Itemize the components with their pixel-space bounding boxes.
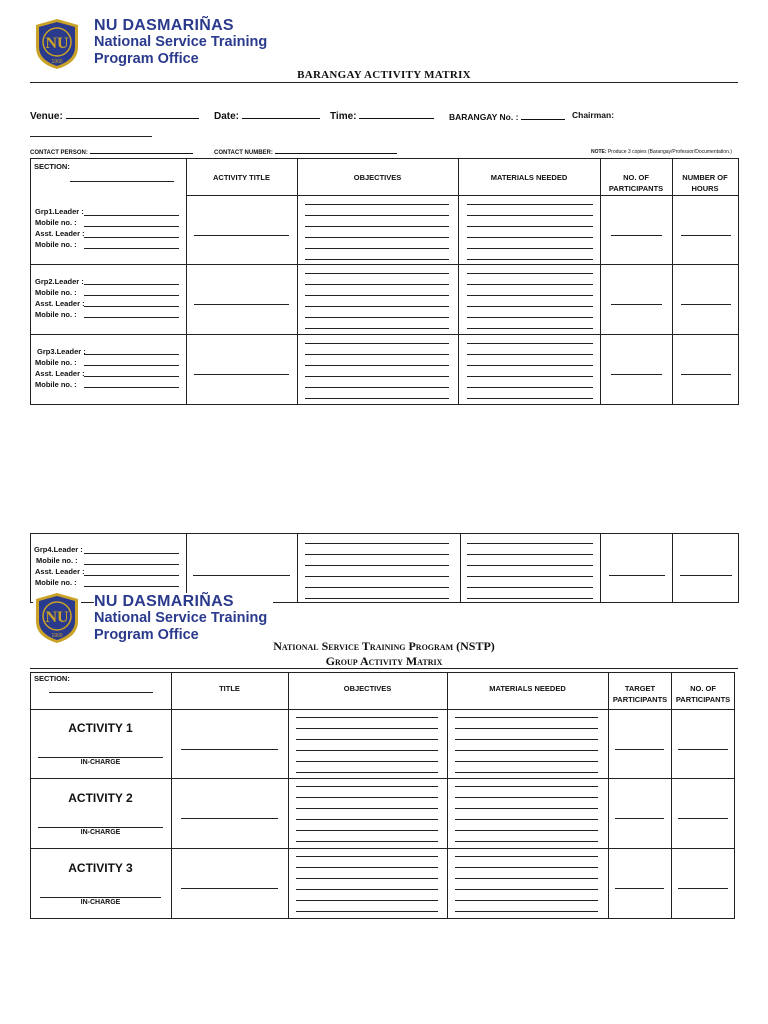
leader-field[interactable] [84,365,179,366]
title-field[interactable] [181,749,278,750]
materials-field[interactable] [455,889,598,890]
target-participants-field[interactable] [615,888,664,889]
objectives-field[interactable] [296,772,438,773]
participants-field[interactable] [609,575,665,576]
org-name [94,17,267,68]
org-name [94,593,273,644]
activity-name: ACTIVITY 2 [68,791,133,805]
header-objectives: OBJECTIVES [343,684,392,693]
org-name-line2: National Service Training [94,34,268,50]
activity-title-field[interactable] [194,235,289,236]
materials-field[interactable] [467,598,593,599]
leader-field[interactable] [84,553,179,554]
contact-person-label: CONTACT PERSON: [30,147,193,156]
title-field[interactable] [181,888,278,889]
objectives-field[interactable] [296,889,438,890]
asst-leader-label: Asst. Leader : [35,229,85,238]
header-target-participants: TARGET PARTICIPANTS [612,684,668,704]
mobile-label: Mobile no. : [35,380,77,389]
incharge-label: IN-CHARGE [80,829,121,836]
leader-field[interactable] [84,215,179,216]
nu-logo-shield-icon [33,591,81,645]
mobile-label: Mobile no. : [35,358,77,367]
materials-field[interactable] [455,739,598,740]
objectives-field[interactable] [305,387,449,388]
participants-field[interactable] [611,304,662,305]
leader-field[interactable] [84,387,179,388]
objectives-field[interactable] [305,328,449,329]
target-participants-field[interactable] [615,749,664,750]
activity-title-field[interactable] [194,374,289,375]
materials-field[interactable] [455,867,598,868]
objectives-field[interactable] [296,808,438,809]
materials-field[interactable] [455,808,598,809]
venue-label: Venue: [30,109,199,122]
objectives-field[interactable] [305,226,449,227]
leader-field[interactable] [84,575,179,576]
leader-field[interactable] [84,564,179,565]
materials-field[interactable] [455,819,598,820]
materials-field[interactable] [467,587,593,588]
leader-field[interactable] [84,226,179,227]
mobile-label: Mobile no. : [35,578,77,587]
objectives-field[interactable] [305,554,449,555]
time-label: Time: [330,109,434,122]
leader-field[interactable] [84,295,179,296]
target-participants-field[interactable] [615,818,664,819]
org-name-line1: NU DASMARIÑAS [94,17,234,34]
participants-field[interactable] [678,818,728,819]
objectives-field[interactable] [305,273,449,274]
mobile-label: Mobile no. : [35,240,77,249]
org-name-line2: National Service Training [94,610,268,626]
objectives-field[interactable] [305,259,449,260]
note: NOTE: Produce 3 copies (Barangay/Professor/Documentation.) [591,149,732,155]
mobile-label: Mobile no. : [35,288,77,297]
materials-field[interactable] [455,761,598,762]
materials-field[interactable] [467,543,593,544]
activity-title-field[interactable] [193,575,290,576]
objectives-field[interactable] [296,728,438,729]
objectives-field[interactable] [296,797,438,798]
leader-field[interactable] [84,317,179,318]
materials-field[interactable] [467,295,593,296]
activity-title-field[interactable] [194,304,289,305]
materials-field[interactable] [467,376,593,377]
mobile-label: Mobile no. : [36,556,78,565]
materials-field[interactable] [467,204,593,205]
header-objectives: OBJECTIVES [353,173,402,182]
incharge-field[interactable] [40,897,161,898]
materials-field[interactable] [467,328,593,329]
materials-field[interactable] [467,237,593,238]
objectives-field[interactable] [305,237,449,238]
materials-field[interactable] [455,717,598,718]
materials-field[interactable] [467,306,593,307]
org-name-line3: Program Office [94,627,199,643]
form1-title: BARANGAY ACTIVITY MATRIX [297,69,471,81]
leader-field[interactable] [84,376,179,377]
time-field[interactable] [359,109,434,119]
form2-title-line1: National Service Training Program (NSTP) [273,639,495,653]
materials-field[interactable] [455,786,598,787]
objectives-field[interactable] [296,867,438,868]
objectives-field[interactable] [305,543,449,544]
materials-field[interactable] [467,226,593,227]
contact-number-label: CONTACT NUMBER: [214,147,397,156]
incharge-label: IN-CHARGE [80,899,121,906]
activity-name: ACTIVITY 1 [68,721,133,735]
materials-field[interactable] [467,387,593,388]
objectives-field[interactable] [296,878,438,879]
materials-field[interactable] [467,215,593,216]
objectives-field[interactable] [296,739,438,740]
materials-field[interactable] [455,856,598,857]
section-label: SECTION: [34,674,70,683]
materials-field[interactable] [467,284,593,285]
section-label: SECTION: [34,162,70,171]
materials-field[interactable] [467,354,593,355]
objectives-field[interactable] [305,215,449,216]
objectives-field[interactable] [305,295,449,296]
materials-field[interactable] [467,259,593,260]
group-leader-label: Grp4.Leader : [34,545,83,554]
materials-field[interactable] [455,797,598,798]
header-materials-needed: MATERIALS NEEDED [489,684,566,693]
participants-field[interactable] [611,235,662,236]
objectives-field[interactable] [305,598,449,599]
objectives-field[interactable] [296,841,438,842]
materials-field[interactable] [455,878,598,879]
materials-field[interactable] [455,750,598,751]
hours-field[interactable] [680,575,732,576]
materials-field[interactable] [467,398,593,399]
header-materials-needed: MATERIALS NEEDED [490,173,568,182]
materials-field[interactable] [455,728,598,729]
asst-leader-label: Asst. Leader : [35,567,85,576]
date-label: Date: [214,109,320,122]
form2-title-line2: Group Activity Matrix [325,654,443,668]
org-name-line1: NU DASMARIÑAS [94,593,234,610]
objectives-field[interactable] [305,306,449,307]
header-no-of-participants: NO. OF PARTICIPANTS [608,173,664,193]
materials-field[interactable] [467,343,593,344]
svg-text:1900: 1900 [51,59,63,65]
group-leader-label: Grp3.Leader : [37,347,86,356]
svg-text:NU: NU [45,35,69,52]
objectives-field[interactable] [305,317,449,318]
leader-field[interactable] [84,284,179,285]
contact-number-field[interactable] [275,147,397,154]
materials-field[interactable] [455,772,598,773]
barangay-label: BARANGAY No. : [449,110,565,122]
objectives-field[interactable] [305,204,449,205]
materials-field[interactable] [467,565,593,566]
group-leader-label: Grp1.Leader : [35,207,84,216]
materials-field[interactable] [455,830,598,831]
nu-logo-shield-icon [33,17,81,71]
objectives-field[interactable] [296,819,438,820]
asst-leader-label: Asst. Leader : [35,369,85,378]
title-field[interactable] [181,818,278,819]
leader-field[interactable] [84,306,179,307]
chairman-label: Chairman: [572,110,615,120]
activity-name: ACTIVITY 3 [68,861,133,875]
leader-field[interactable] [84,237,179,238]
incharge-field[interactable] [38,757,163,758]
leader-field[interactable] [84,586,179,587]
objectives-field[interactable] [296,786,438,787]
objectives-field[interactable] [305,576,449,577]
objectives-field[interactable] [296,911,438,912]
header-title: TITLE [219,684,240,693]
materials-field[interactable] [467,554,593,555]
hours-field[interactable] [681,304,731,305]
venue-field[interactable] [66,109,199,119]
asst-leader-label: Asst. Leader : [35,299,85,308]
objectives-field[interactable] [305,398,449,399]
mobile-label: Mobile no. : [35,310,77,319]
hours-field[interactable] [681,235,731,236]
objectives-field[interactable] [296,761,438,762]
participants-field[interactable] [611,374,662,375]
objectives-field[interactable] [296,830,438,831]
org-name-line3: Program Office [94,51,199,67]
objectives-field[interactable] [296,717,438,718]
svg-text:NU: NU [45,609,69,626]
participants-field[interactable] [678,888,728,889]
objectives-field[interactable] [305,565,449,566]
mobile-label: Mobile no. : [35,218,77,227]
date-field[interactable] [242,109,320,119]
materials-field[interactable] [467,365,593,366]
section-field[interactable] [49,692,153,693]
leader-field[interactable] [84,248,179,249]
incharge-field[interactable] [38,827,163,828]
title-divider [30,668,738,669]
incharge-label: IN-CHARGE [80,759,121,766]
materials-field[interactable] [455,911,598,912]
group-leader-label: Grp2.Leader : [35,277,84,286]
objectives-field[interactable] [305,376,449,377]
contact-person-field[interactable] [90,147,193,154]
barangay-field[interactable] [521,110,565,120]
hours-field[interactable] [681,374,731,375]
objectives-field[interactable] [296,750,438,751]
objectives-field[interactable] [305,587,449,588]
objectives-field[interactable] [305,354,449,355]
objectives-field[interactable] [296,900,438,901]
leader-field[interactable] [84,354,179,355]
materials-field[interactable] [467,273,593,274]
header-no-of-participants: NO. OF PARTICIPANTS [675,684,731,704]
objectives-field[interactable] [305,343,449,344]
objectives-field[interactable] [296,856,438,857]
chairman-field[interactable] [30,136,152,137]
title-divider [30,82,738,83]
svg-text:1900: 1900 [51,633,63,639]
header-number-of-hours: NUMBER OF HOURS [682,173,728,193]
objectives-field[interactable] [305,284,449,285]
header-activity-title: ACTIVITY TITLE [213,173,270,182]
materials-field[interactable] [467,317,593,318]
materials-field[interactable] [455,900,598,901]
materials-field[interactable] [467,576,593,577]
section-field[interactable] [70,181,174,182]
materials-field[interactable] [467,248,593,249]
participants-field[interactable] [678,749,728,750]
objectives-field[interactable] [305,365,449,366]
materials-field[interactable] [455,841,598,842]
objectives-field[interactable] [305,248,449,249]
